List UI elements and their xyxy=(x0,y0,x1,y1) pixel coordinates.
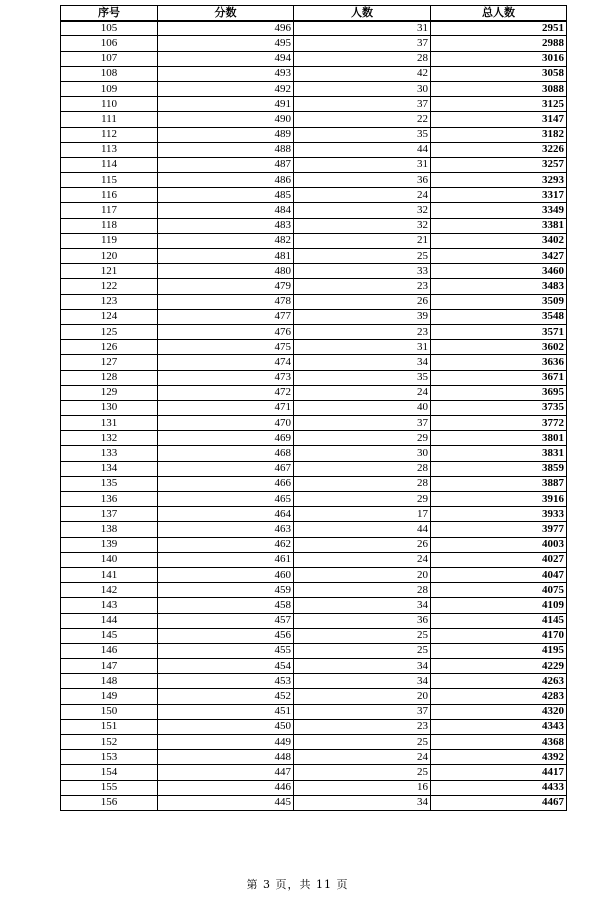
score-cell: 478 xyxy=(158,294,294,309)
seq-cell: 120 xyxy=(61,249,158,264)
total-cell: 3402 xyxy=(431,233,567,248)
count-cell: 25 xyxy=(294,628,431,643)
seq-cell: 139 xyxy=(61,537,158,552)
seq-cell: 111 xyxy=(61,112,158,127)
score-cell: 467 xyxy=(158,461,294,476)
table-row xyxy=(61,492,567,507)
count-cell: 36 xyxy=(294,173,431,188)
table-row xyxy=(61,36,567,51)
count-cell: 30 xyxy=(294,446,431,461)
score-cell: 453 xyxy=(158,674,294,689)
count-cell: 34 xyxy=(294,355,431,370)
seq-cell: 127 xyxy=(61,355,158,370)
total-cell: 4109 xyxy=(431,598,567,613)
table-row xyxy=(61,112,567,127)
seq-cell: 109 xyxy=(61,81,158,96)
total-cell: 3293 xyxy=(431,173,567,188)
seq-cell: 135 xyxy=(61,476,158,491)
seq-cell: 138 xyxy=(61,522,158,537)
seq-cell: 145 xyxy=(61,628,158,643)
seq-cell: 143 xyxy=(61,598,158,613)
table-row xyxy=(61,507,567,522)
count-cell: 22 xyxy=(294,112,431,127)
table-row xyxy=(61,264,567,279)
seq-cell: 112 xyxy=(61,127,158,142)
table-row xyxy=(61,795,567,810)
total-cell: 3933 xyxy=(431,507,567,522)
total-cell: 3226 xyxy=(431,142,567,157)
count-cell: 31 xyxy=(294,157,431,172)
seq-cell: 105 xyxy=(61,21,158,36)
table-body xyxy=(61,21,567,811)
score-cell: 490 xyxy=(158,112,294,127)
seq-cell: 129 xyxy=(61,385,158,400)
count-cell: 24 xyxy=(294,552,431,567)
seq-cell: 126 xyxy=(61,340,158,355)
count-cell: 26 xyxy=(294,294,431,309)
seq-cell: 107 xyxy=(61,51,158,66)
seq-cell: 130 xyxy=(61,400,158,415)
score-table xyxy=(60,5,567,811)
count-cell: 35 xyxy=(294,127,431,142)
count-cell: 23 xyxy=(294,324,431,339)
count-cell: 42 xyxy=(294,66,431,81)
seq-cell: 153 xyxy=(61,750,158,765)
total-cell: 3671 xyxy=(431,370,567,385)
total-cell: 3548 xyxy=(431,309,567,324)
count-cell: 28 xyxy=(294,461,431,476)
count-cell: 20 xyxy=(294,567,431,582)
seq-cell: 131 xyxy=(61,416,158,431)
total-cell: 4368 xyxy=(431,735,567,750)
score-cell: 481 xyxy=(158,249,294,264)
seq-cell: 134 xyxy=(61,461,158,476)
seq-cell: 150 xyxy=(61,704,158,719)
count-cell: 28 xyxy=(294,583,431,598)
count-cell: 37 xyxy=(294,416,431,431)
table-row xyxy=(61,370,567,385)
seq-cell: 144 xyxy=(61,613,158,628)
total-cell: 3427 xyxy=(431,249,567,264)
total-cell: 4229 xyxy=(431,659,567,674)
score-cell: 463 xyxy=(158,522,294,537)
score-cell: 447 xyxy=(158,765,294,780)
count-cell: 44 xyxy=(294,522,431,537)
score-cell: 483 xyxy=(158,218,294,233)
table-row xyxy=(61,583,567,598)
count-cell: 28 xyxy=(294,51,431,66)
table-row xyxy=(61,628,567,643)
score-cell: 475 xyxy=(158,340,294,355)
table-row xyxy=(61,613,567,628)
count-cell: 32 xyxy=(294,218,431,233)
count-cell: 30 xyxy=(294,81,431,96)
seq-cell: 149 xyxy=(61,689,158,704)
count-cell: 23 xyxy=(294,719,431,734)
count-cell: 26 xyxy=(294,537,431,552)
table-row xyxy=(61,598,567,613)
score-cell: 489 xyxy=(158,127,294,142)
score-cell: 454 xyxy=(158,659,294,674)
seq-cell: 136 xyxy=(61,492,158,507)
seq-cell: 114 xyxy=(61,157,158,172)
seq-cell: 132 xyxy=(61,431,158,446)
count-cell: 40 xyxy=(294,400,431,415)
header-count: 人数 xyxy=(294,6,431,21)
count-cell: 24 xyxy=(294,385,431,400)
count-cell: 16 xyxy=(294,780,431,795)
count-cell: 25 xyxy=(294,249,431,264)
score-cell: 464 xyxy=(158,507,294,522)
table-row xyxy=(61,51,567,66)
count-cell: 31 xyxy=(294,21,431,36)
seq-cell: 125 xyxy=(61,324,158,339)
table-row xyxy=(61,719,567,734)
table-row xyxy=(61,750,567,765)
total-cell: 3016 xyxy=(431,51,567,66)
seq-cell: 152 xyxy=(61,735,158,750)
seq-cell: 146 xyxy=(61,643,158,658)
total-cell: 3460 xyxy=(431,264,567,279)
total-cell: 4343 xyxy=(431,719,567,734)
seq-cell: 137 xyxy=(61,507,158,522)
table-row xyxy=(61,218,567,233)
score-cell: 484 xyxy=(158,203,294,218)
total-cell: 3483 xyxy=(431,279,567,294)
score-cell: 473 xyxy=(158,370,294,385)
count-cell: 34 xyxy=(294,659,431,674)
table-row xyxy=(61,324,567,339)
score-cell: 455 xyxy=(158,643,294,658)
page-footer: 第 3 页，共 11 页 xyxy=(246,878,349,891)
seq-cell: 156 xyxy=(61,795,158,810)
table-row xyxy=(61,203,567,218)
seq-cell: 147 xyxy=(61,659,158,674)
count-cell: 20 xyxy=(294,689,431,704)
table-row xyxy=(61,476,567,491)
total-cell: 3381 xyxy=(431,218,567,233)
table-row xyxy=(61,188,567,203)
table-row xyxy=(61,537,567,552)
table-row xyxy=(61,249,567,264)
table-row xyxy=(61,643,567,658)
seq-cell: 106 xyxy=(61,36,158,51)
table-row xyxy=(61,279,567,294)
total-cell: 4170 xyxy=(431,628,567,643)
table-row xyxy=(61,431,567,446)
score-cell: 462 xyxy=(158,537,294,552)
table-row xyxy=(61,446,567,461)
count-cell: 25 xyxy=(294,765,431,780)
score-cell: 451 xyxy=(158,704,294,719)
total-cell: 3695 xyxy=(431,385,567,400)
table-row xyxy=(61,173,567,188)
seq-cell: 113 xyxy=(61,142,158,157)
total-cell: 2951 xyxy=(431,21,567,36)
table-header xyxy=(61,6,567,21)
score-cell: 456 xyxy=(158,628,294,643)
count-cell: 25 xyxy=(294,643,431,658)
table-row xyxy=(61,309,567,324)
seq-cell: 110 xyxy=(61,97,158,112)
count-cell: 37 xyxy=(294,36,431,51)
total-cell: 3571 xyxy=(431,324,567,339)
seq-cell: 116 xyxy=(61,188,158,203)
header-total: 总人数 xyxy=(431,6,567,21)
table-row xyxy=(61,735,567,750)
score-cell: 460 xyxy=(158,567,294,582)
total-cell: 2988 xyxy=(431,36,567,51)
count-cell: 24 xyxy=(294,188,431,203)
total-cell: 4195 xyxy=(431,643,567,658)
count-cell: 24 xyxy=(294,750,431,765)
score-cell: 482 xyxy=(158,233,294,248)
total-cell: 3602 xyxy=(431,340,567,355)
score-cell: 494 xyxy=(158,51,294,66)
count-cell: 39 xyxy=(294,309,431,324)
total-cell: 4467 xyxy=(431,795,567,810)
seq-cell: 108 xyxy=(61,66,158,81)
score-cell: 476 xyxy=(158,324,294,339)
total-cell: 3801 xyxy=(431,431,567,446)
total-cell: 3916 xyxy=(431,492,567,507)
seq-cell: 140 xyxy=(61,552,158,567)
seq-cell: 123 xyxy=(61,294,158,309)
score-cell: 491 xyxy=(158,97,294,112)
total-cell: 4263 xyxy=(431,674,567,689)
total-cell: 3257 xyxy=(431,157,567,172)
score-cell: 458 xyxy=(158,598,294,613)
table-row xyxy=(61,704,567,719)
score-cell: 480 xyxy=(158,264,294,279)
seq-cell: 122 xyxy=(61,279,158,294)
total-cell: 4075 xyxy=(431,583,567,598)
score-cell: 468 xyxy=(158,446,294,461)
table-row xyxy=(61,81,567,96)
total-cell: 4047 xyxy=(431,567,567,582)
total-cell: 3859 xyxy=(431,461,567,476)
table-row xyxy=(61,142,567,157)
seq-cell: 151 xyxy=(61,719,158,734)
seq-cell: 121 xyxy=(61,264,158,279)
score-cell: 449 xyxy=(158,735,294,750)
count-cell: 25 xyxy=(294,735,431,750)
total-cell: 3636 xyxy=(431,355,567,370)
count-cell: 44 xyxy=(294,142,431,157)
seq-cell: 142 xyxy=(61,583,158,598)
seq-cell: 141 xyxy=(61,567,158,582)
total-cell: 4433 xyxy=(431,780,567,795)
total-cell: 3088 xyxy=(431,81,567,96)
seq-cell: 118 xyxy=(61,218,158,233)
count-cell: 28 xyxy=(294,476,431,491)
score-cell: 474 xyxy=(158,355,294,370)
score-cell: 457 xyxy=(158,613,294,628)
score-cell: 477 xyxy=(158,309,294,324)
total-cell: 4417 xyxy=(431,765,567,780)
total-cell: 4145 xyxy=(431,613,567,628)
count-cell: 37 xyxy=(294,97,431,112)
score-cell: 470 xyxy=(158,416,294,431)
table-row xyxy=(61,340,567,355)
total-cell: 3182 xyxy=(431,127,567,142)
count-cell: 23 xyxy=(294,279,431,294)
total-cell: 3977 xyxy=(431,522,567,537)
count-cell: 37 xyxy=(294,704,431,719)
table-row xyxy=(61,522,567,537)
score-cell: 495 xyxy=(158,36,294,51)
count-cell: 36 xyxy=(294,613,431,628)
count-cell: 34 xyxy=(294,795,431,810)
seq-cell: 115 xyxy=(61,173,158,188)
seq-cell: 128 xyxy=(61,370,158,385)
count-cell: 34 xyxy=(294,674,431,689)
table-row xyxy=(61,21,567,36)
score-cell: 472 xyxy=(158,385,294,400)
total-cell: 4283 xyxy=(431,689,567,704)
table-row xyxy=(61,567,567,582)
table-row xyxy=(61,689,567,704)
table-row xyxy=(61,780,567,795)
count-cell: 29 xyxy=(294,431,431,446)
table-row xyxy=(61,294,567,309)
table-row xyxy=(61,765,567,780)
score-cell: 492 xyxy=(158,81,294,96)
score-cell: 488 xyxy=(158,142,294,157)
total-cell: 3147 xyxy=(431,112,567,127)
score-cell: 446 xyxy=(158,780,294,795)
score-cell: 465 xyxy=(158,492,294,507)
score-cell: 466 xyxy=(158,476,294,491)
total-cell: 4027 xyxy=(431,552,567,567)
score-cell: 469 xyxy=(158,431,294,446)
table-row xyxy=(61,552,567,567)
table-row xyxy=(61,400,567,415)
table-row xyxy=(61,355,567,370)
score-cell: 461 xyxy=(158,552,294,567)
score-cell: 485 xyxy=(158,188,294,203)
total-cell: 4003 xyxy=(431,537,567,552)
total-cell: 3317 xyxy=(431,188,567,203)
total-cell: 3349 xyxy=(431,203,567,218)
seq-cell: 124 xyxy=(61,309,158,324)
seq-cell: 148 xyxy=(61,674,158,689)
header-score: 分数 xyxy=(158,6,294,21)
total-cell: 3831 xyxy=(431,446,567,461)
score-cell: 459 xyxy=(158,583,294,598)
table-row xyxy=(61,674,567,689)
count-cell: 33 xyxy=(294,264,431,279)
seq-cell: 133 xyxy=(61,446,158,461)
score-cell: 486 xyxy=(158,173,294,188)
count-cell: 35 xyxy=(294,370,431,385)
count-cell: 32 xyxy=(294,203,431,218)
total-cell: 3509 xyxy=(431,294,567,309)
seq-cell: 117 xyxy=(61,203,158,218)
total-cell: 4320 xyxy=(431,704,567,719)
count-cell: 17 xyxy=(294,507,431,522)
score-cell: 479 xyxy=(158,279,294,294)
count-cell: 34 xyxy=(294,598,431,613)
table-row xyxy=(61,416,567,431)
table-row xyxy=(61,127,567,142)
total-cell: 3772 xyxy=(431,416,567,431)
table-row xyxy=(61,233,567,248)
score-cell: 487 xyxy=(158,157,294,172)
table-row xyxy=(61,461,567,476)
score-cell: 448 xyxy=(158,750,294,765)
header-row xyxy=(61,6,567,21)
count-cell: 29 xyxy=(294,492,431,507)
header-seq: 序号 xyxy=(61,6,158,21)
table-row xyxy=(61,97,567,112)
score-cell: 445 xyxy=(158,795,294,810)
count-cell: 21 xyxy=(294,233,431,248)
table-row xyxy=(61,66,567,81)
total-cell: 3887 xyxy=(431,476,567,491)
seq-cell: 154 xyxy=(61,765,158,780)
table-row xyxy=(61,157,567,172)
score-cell: 493 xyxy=(158,66,294,81)
score-cell: 452 xyxy=(158,689,294,704)
total-cell: 3058 xyxy=(431,66,567,81)
total-cell: 4392 xyxy=(431,750,567,765)
score-cell: 450 xyxy=(158,719,294,734)
seq-cell: 155 xyxy=(61,780,158,795)
total-cell: 3735 xyxy=(431,400,567,415)
total-cell: 3125 xyxy=(431,97,567,112)
score-cell: 471 xyxy=(158,400,294,415)
score-cell: 496 xyxy=(158,21,294,36)
seq-cell: 119 xyxy=(61,233,158,248)
table-row xyxy=(61,659,567,674)
count-cell: 31 xyxy=(294,340,431,355)
table-row xyxy=(61,385,567,400)
